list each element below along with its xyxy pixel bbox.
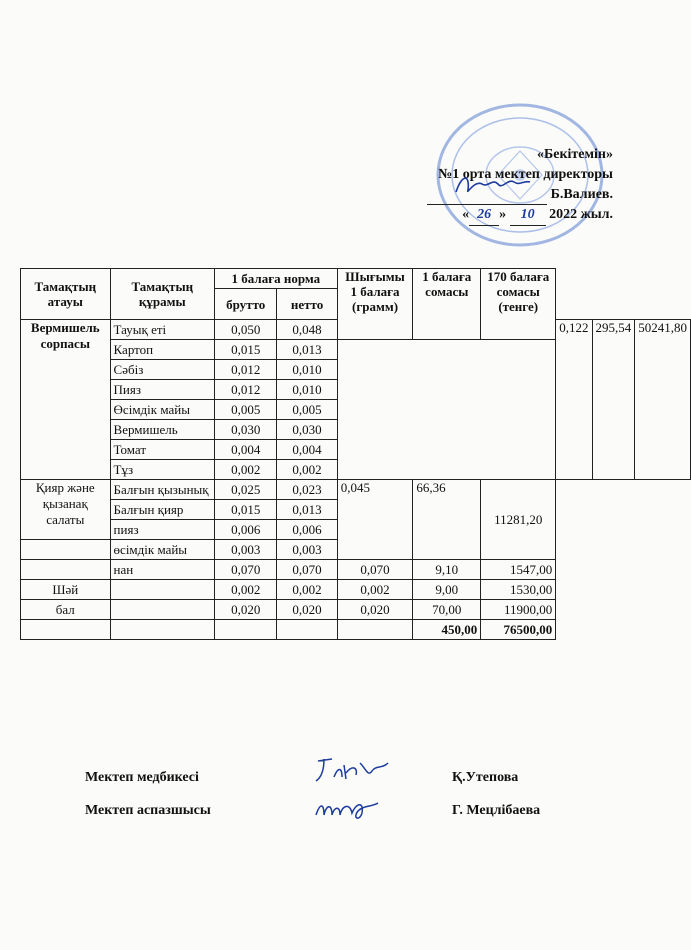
table-row: Картоп 0,015 0,013 <box>21 340 691 360</box>
table-row: Пияз 0,012 0,010 <box>21 380 691 400</box>
nurse-signature <box>312 755 392 785</box>
nurse-name: Қ.Утепова <box>452 770 519 785</box>
table-row: пияз 0,006 0,006 <box>21 520 691 540</box>
soup-cost-one: 295,54 <box>592 320 635 480</box>
director-signature <box>452 170 532 200</box>
cook-name: Г. Мецлібаева <box>452 803 541 818</box>
salad-cost-one: 66,36 <box>413 480 481 560</box>
cook-label: Мектеп аспазшысы <box>85 803 211 818</box>
salad-output: 0,045 <box>337 480 413 560</box>
table-row: Өсімдік майы 0,005 0,005 <box>21 400 691 420</box>
table-row: нан 0,070 0,070 0,070 9,10 1547,00 <box>21 560 691 580</box>
approval-date: « 26 » 10 2022 жыл. <box>427 205 613 226</box>
table-row: Вермишель сорпасы Тауық еті 0,050 0,048 0,122 295,54 50241,80 <box>21 320 691 340</box>
header-cost-one: 1 балаға сомасы <box>413 269 481 340</box>
table-row: Томат 0,004 0,004 <box>21 440 691 460</box>
table-row: Балғын қияр 0,015 0,013 <box>21 500 691 520</box>
soup-cost-total: 50241,80 <box>635 320 691 480</box>
table-row: Шәй 0,002 0,002 0,002 9,00 1530,00 <box>21 580 691 600</box>
table-row: бал 0,020 0,020 0,020 70,00 11900,00 <box>21 600 691 620</box>
header-norm: 1 балаға норма <box>215 269 338 289</box>
table-row: Қияр және қызанақ салаты Балғын қызынық 0,025 0,023 0,045 66,36 11281,20 <box>21 480 691 500</box>
table-row: Тұз 0,002 0,002 <box>21 460 691 480</box>
header-cost-total: 170 балаға сомасы (тенге) <box>481 269 556 340</box>
salad-name: Қияр және қызанақ салаты <box>21 480 111 540</box>
header-output: Шығымы 1 балаға (грамм) <box>337 269 413 340</box>
table-row: өсімдік майы 0,003 0,003 <box>21 540 691 560</box>
cook-signature <box>312 793 382 823</box>
total-row: 450,00 76500,00 <box>21 620 691 640</box>
table-row: Вермишель 0,030 0,030 <box>21 420 691 440</box>
header-net: нетто <box>277 289 337 320</box>
nurse-label: Мектеп медбикесі <box>85 770 199 785</box>
approval-position: №1 орта мектеп директоры <box>438 167 613 182</box>
soup-name: Вермишель сорпасы <box>21 320 111 480</box>
header-gross: брутто <box>215 289 277 320</box>
menu-table <box>20 268 691 640</box>
table-row: Сәбіз 0,012 0,010 <box>21 360 691 380</box>
header-composition: Тамақтың құрамы <box>110 269 214 320</box>
salad-cost-total: 11281,20 <box>481 480 556 560</box>
header-name: Тамақтың атауы <box>21 269 111 320</box>
approval-title: «Бекітемін» <box>536 147 613 162</box>
approval-director: Б.Валиев. <box>427 185 613 205</box>
soup-output: 0,122 <box>556 320 592 480</box>
